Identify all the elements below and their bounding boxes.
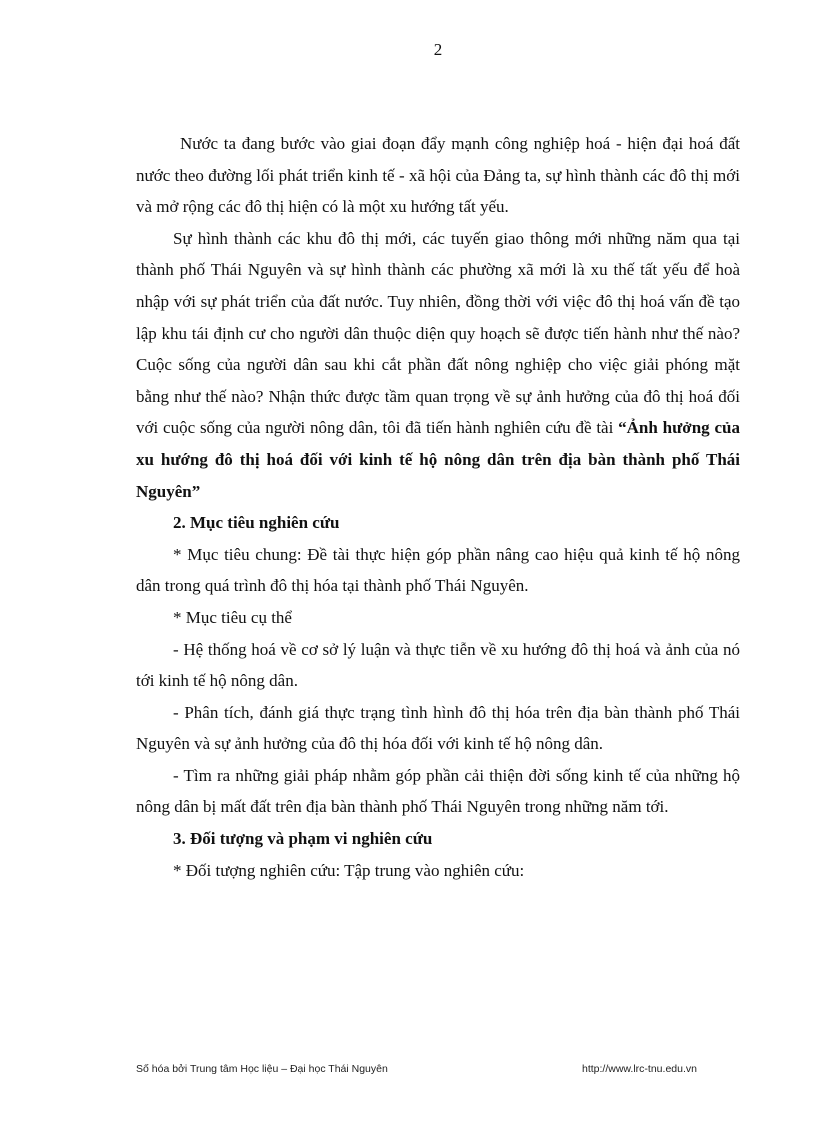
section-heading-objectives: 2. Mục tiêu nghiên cứu (173, 513, 340, 533)
section-heading-scope: 3. Đối tượng và phạm vi nghiên cứu (173, 829, 433, 849)
document-body (136, 128, 740, 886)
paragraph-context (136, 223, 740, 507)
paragraph-research-subject: * Đối tượng nghiên cứu: Tập trung vào nghiên cứu: (173, 860, 525, 880)
list-item-objective-1: - Hệ thống hoá về cơ sở lý luận và thực tiễn về xu hướng đô thị hoá và ảnh của nó tới kinh tế hộ nông dân. (136, 639, 740, 691)
list-item-objective-3: - Tìm ra những giải pháp nhằm góp phần cải thiện đời sống kinh tế của những hộ nông dân bị mất đất trên địa bàn thành phố Thái Nguyên trong những năm tới. (136, 765, 740, 817)
list-item-objective-2: - Phân tích, đánh giá thực trạng tình hình đô thị hóa trên địa bàn thành phố Thái Nguyên và sự ảnh hưởng của đô thị hóa đối với kinh tế hộ nông dân. (136, 702, 740, 754)
paragraph-specific-objectives-label: * Mục tiêu cụ thể (173, 607, 292, 627)
footer-url: http://www.lrc-tnu.edu.vn (582, 1063, 697, 1075)
paragraph-intro: Nước ta đang bước vào giai đoạn đẩy mạnh công nghiệp hoá - hiện đại hoá đất nước theo đường lối phát triển kinh tế - xã hội của Đảng ta, sự hình thành các đô thị mới và mở rộng các đô thị hiện có là một xu hướng tất yếu. (136, 134, 740, 217)
paragraph-context-text: Sự hình thành các khu đô thị mới, các tuyến giao thông mới những năm qua tại thành phố Thái Nguyên và sự hình thành các phường xã mới là xu thế tất yếu để hoà nhập với sự phát triển của đất nước. Tuy nhiên, đồng thời với việc đô thị hoá vấn đề tạo lập khu tái định cư cho người dân thuộc diện quy hoạch sẽ được tiến hành như thế nào? Cuộc sống của người dân sau khi cắt phần đất nông nghiệp cho việc giải phóng mặt bằng như thế nào? Nhận thức được tầm quan trọng về sự ảnh hưởng của đô thị hoá đối với cuộc sống của người nông dân, tôi đã tiến hành nghiên cứu đề tài (136, 228, 740, 438)
paragraph-general-objective: * Mục tiêu chung: Đề tài thực hiện góp phần nâng cao hiệu quả kinh tế hộ nông dân trong quá trình đô thị hóa tại thành phố Thái Nguyên. (136, 544, 740, 596)
thesis-title: “Ảnh hưởng của xu hướng đô thị hoá đối với kinh tế hộ nông dân trên địa bàn thành phố Thái Nguyên” (136, 418, 740, 501)
footer-credit: Số hóa bởi Trung tâm Học liệu – Đại học Thái Nguyên (136, 1063, 388, 1075)
page-number: 2 (433, 40, 443, 59)
